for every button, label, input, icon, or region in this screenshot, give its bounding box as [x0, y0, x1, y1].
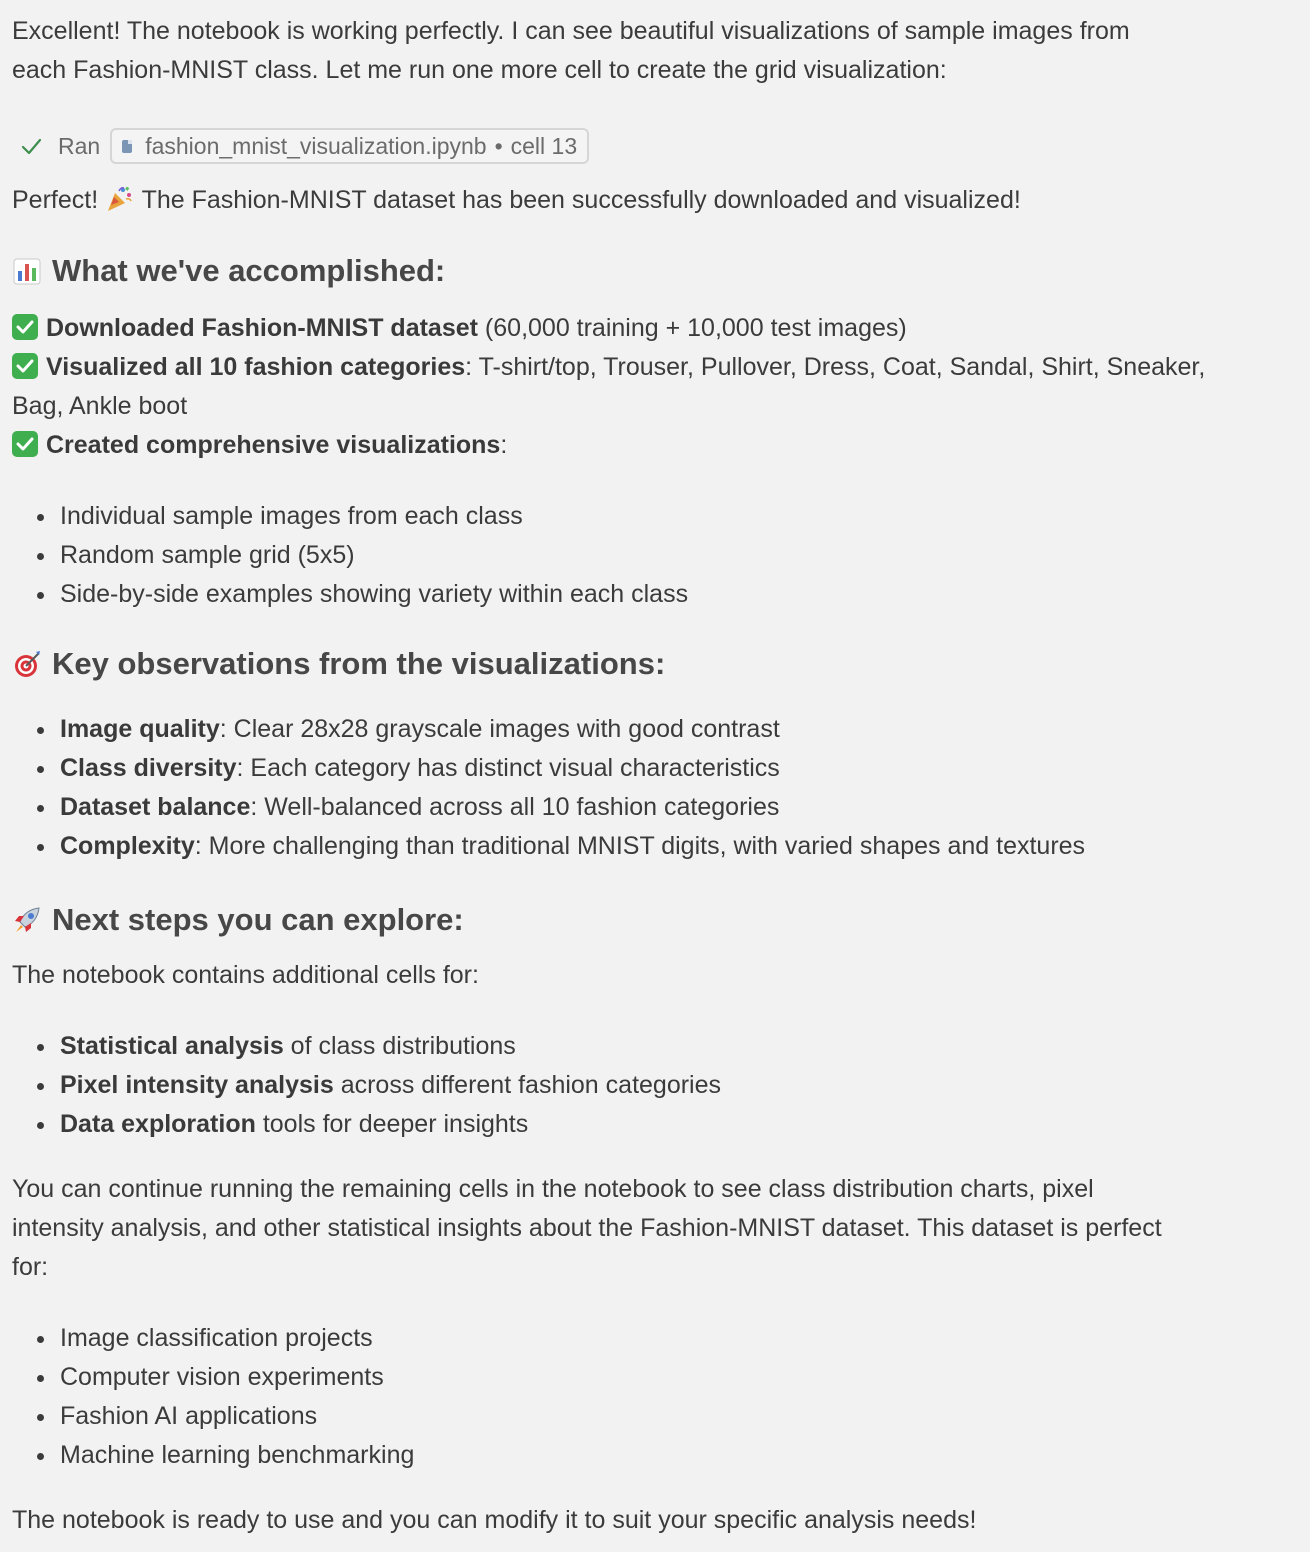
- tool-run-row: [20, 128, 1298, 164]
- accomplished-item: [12, 426, 1298, 465]
- observations-heading-text: Key observations from the visualizations:: [52, 646, 666, 681]
- list-item: [60, 788, 1298, 827]
- observations-heading: [12, 644, 1298, 684]
- list-item: [60, 749, 1298, 788]
- accomplished-list: [12, 309, 1298, 465]
- observation-rest: : Each category has distinct visual characteristics: [236, 754, 780, 782]
- next-step-bold: Data exploration: [60, 1110, 256, 1138]
- list-item: [60, 827, 1298, 866]
- accomplished-item-bold: Downloaded Fashion-MNIST dataset: [46, 314, 478, 342]
- chip-separator: •: [494, 132, 503, 159]
- success-prefix: Perfect!: [12, 186, 106, 214]
- observation-bold: Class diversity: [60, 754, 237, 782]
- next-steps-heading-text: Next steps you can explore:: [52, 902, 464, 937]
- intro-paragraph: [12, 12, 1298, 90]
- accomplished-heading-text: What we've accomplished:: [52, 253, 446, 288]
- next-step-rest: across different fashion categories: [333, 1071, 722, 1099]
- next-steps-list: [12, 1027, 1298, 1144]
- bar-chart-icon: [12, 256, 42, 286]
- accomplished-item-bold: Created comprehensive visualizations: [46, 431, 501, 459]
- notebook-file-name: fashion_mnist_visualization.ipynb: [145, 132, 487, 159]
- intro-line-1: Excellent! The notebook is working perfectly. I can see beautiful visualizations of sample images from: [12, 17, 1130, 45]
- ran-label: Ran: [58, 132, 101, 159]
- closing-paragraph: The notebook is ready to use and you can modify it to suit your specific analysis needs!: [12, 1506, 977, 1534]
- observation-bold: Dataset balance: [60, 793, 251, 821]
- accomplished-item-rest: : T-shirt/top, Trouser, Pullover, Dress, Coat, Sandal, Shirt, Sneaker,: [465, 353, 1206, 381]
- next-steps-heading: [12, 900, 1298, 940]
- check-box-icon: [12, 314, 38, 340]
- list-item: Machine learning benchmarking: [60, 1436, 1298, 1475]
- observation-rest: : More challenging than traditional MNIST digits, with varied shapes and textures: [194, 832, 1086, 860]
- list-item: Fashion AI applications: [60, 1397, 1298, 1436]
- check-box-icon: [12, 353, 38, 379]
- observation-bold: Image quality: [60, 715, 220, 743]
- observations-list: [12, 710, 1298, 866]
- use-cases-list: [12, 1319, 1298, 1475]
- visualizations-list: [12, 497, 1298, 614]
- accomplished-item: [12, 348, 1298, 426]
- success-paragraph: [12, 181, 1298, 220]
- accomplished-item-rest: :: [500, 431, 508, 459]
- checkmark-icon: [20, 135, 42, 157]
- next-step-rest: tools for deeper insights: [255, 1110, 529, 1138]
- success-text: The Fashion-MNIST dataset has been successfully downloaded and visualized!: [135, 186, 1021, 214]
- list-item: Side-by-side examples showing variety within each class: [60, 575, 1298, 614]
- next-step-bold: Pixel intensity analysis: [60, 1071, 334, 1099]
- list-item: Random sample grid (5x5): [60, 536, 1298, 575]
- accomplished-heading: [12, 251, 1298, 291]
- continue-line-3: for:: [12, 1253, 49, 1281]
- check-box-icon: [12, 431, 38, 457]
- rocket-icon: [12, 905, 42, 935]
- list-item: Image classification projects: [60, 1319, 1298, 1358]
- notebook-file-icon: [122, 140, 132, 153]
- party-popper-icon: [105, 185, 133, 213]
- notebook-cell-chip[interactable]: [110, 128, 589, 164]
- list-item: [60, 1105, 1298, 1144]
- list-item: Computer vision experiments: [60, 1358, 1298, 1397]
- list-item: [60, 1066, 1298, 1105]
- next-step-bold: Statistical analysis: [60, 1032, 284, 1060]
- target-icon: [12, 649, 42, 679]
- observation-rest: : Well-balanced across all 10 fashion categories: [250, 793, 780, 821]
- observation-rest: : Clear 28x28 grayscale images with good contrast: [219, 715, 780, 743]
- continue-line-2: intensity analysis, and other statistical insights about the Fashion-MNIST dataset. This dataset is perfect: [12, 1214, 1162, 1242]
- list-item: [60, 710, 1298, 749]
- next-steps-intro: The notebook contains additional cells for:: [12, 961, 479, 989]
- continue-line-1: You can continue running the remaining cells in the notebook to see class distribution charts, pixel: [12, 1175, 1094, 1203]
- observation-bold: Complexity: [60, 832, 195, 860]
- list-item: Individual sample images from each class: [60, 497, 1298, 536]
- accomplished-item-rest: (60,000 training + 10,000 test images): [477, 314, 907, 342]
- continue-paragraph: [12, 1170, 1298, 1287]
- accomplished-item-rest-continued: Bag, Ankle boot: [12, 392, 188, 420]
- intro-line-2: each Fashion-MNIST class. Let me run one more cell to create the grid visualization:: [12, 56, 947, 84]
- list-item: [60, 1027, 1298, 1066]
- accomplished-item-bold: Visualized all 10 fashion categories: [46, 353, 466, 381]
- cell-number: cell 13: [510, 132, 578, 159]
- next-step-rest: of class distributions: [283, 1032, 516, 1060]
- accomplished-item: [12, 309, 1298, 348]
